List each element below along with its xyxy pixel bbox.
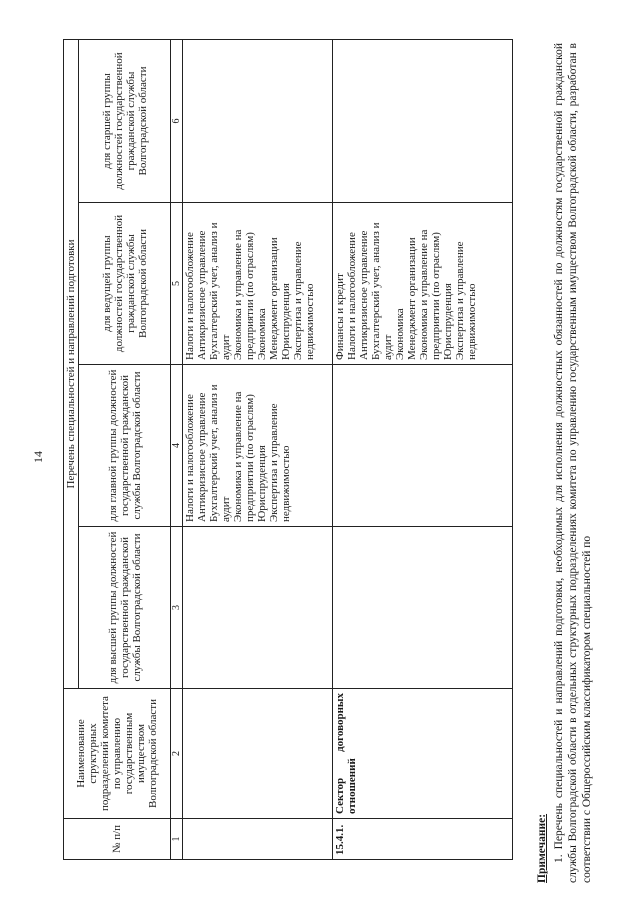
- list-item: Экспертиза и управление недвижимостью: [292, 241, 316, 360]
- list-item: Экспертиза и управление недвижимостью: [454, 241, 478, 360]
- list-item: Налоги и налогообложение: [184, 394, 196, 522]
- specialties-table: [63, 39, 513, 860]
- header-row-1: [64, 40, 79, 860]
- list-item: Антикризисное управление: [196, 230, 208, 360]
- list-item: Экономика и управление на предприятии (по отраслям): [232, 391, 256, 522]
- subdivision-name-cell: [333, 689, 513, 819]
- header-subdivision-name: Наименование структурных подразделений комитета по управлению государственным имуществом Волгоградской области: [64, 689, 171, 819]
- list-item: Бухгалтерский учет, анализ и аудит: [370, 222, 394, 360]
- table-row: [333, 40, 513, 860]
- senior-group-cell: [333, 40, 513, 203]
- list-item: Антикризисное управление: [196, 392, 208, 522]
- list-item: Экономика: [394, 308, 406, 360]
- subdivision-name-word: отношений: [346, 758, 358, 814]
- note-section: [535, 43, 594, 883]
- column-number: 2: [171, 689, 183, 819]
- note-text: 1. Перечень специальностей и направлений подготовки, необходимых для исполнения должностных обязанностей по должностям государственной гражданской службы Волгоградской области в отдельных структурных подразделениях комитета по управлению государственным имуществом Волгоградской области, разработан в соответствии с Общероссийским классификатором специальностей по: [553, 43, 593, 883]
- header-main-group: для главной группы должностей государственной гражданской службы Волгоградской области: [79, 365, 171, 527]
- header-specialties-group: Перечень специальностей и направлений подготовки: [64, 40, 79, 689]
- list-item: Менеджмент организации: [268, 237, 280, 360]
- list-item: Юриспруденция: [442, 283, 454, 360]
- list-item: Финансы и кредит: [334, 273, 346, 360]
- header-number: № п/п: [64, 819, 171, 860]
- header-leading-group: для ведущей группы должностей государственной гражданской службы Волгоградской области: [79, 203, 171, 365]
- main-group-cell: [183, 365, 333, 527]
- column-number-row: [171, 40, 183, 860]
- list-item: Экономика и управление на предприятии (по отраслям): [418, 229, 442, 360]
- header-senior-group: для старшей группы должностей государственной гражданской службы Волгоградской области: [79, 40, 171, 203]
- row-number-cell: 15.4.1.: [333, 819, 513, 860]
- page-number: 14: [31, 451, 45, 463]
- list-item: Экономика и управление на предприятии (по отраслям): [232, 229, 256, 360]
- list-item: Бухгалтерский учет, анализ и аудит: [208, 384, 232, 522]
- note-title: Примечание:: [536, 813, 548, 883]
- list-item: Антикризисное управление: [358, 230, 370, 360]
- list-item: Экспертиза и управление недвижимостью: [268, 403, 292, 522]
- row-number-cell: [183, 819, 333, 860]
- list-item: Экономика: [256, 308, 268, 360]
- list-item: Юриспруденция: [256, 445, 268, 522]
- table-row: [183, 40, 333, 860]
- column-number: 5: [171, 203, 183, 365]
- leading-group-cell: [183, 203, 333, 365]
- column-number: 6: [171, 40, 183, 203]
- leading-group-cell: [333, 203, 513, 365]
- subdivision-name-cell: [183, 689, 333, 819]
- column-number: 3: [171, 527, 183, 689]
- list-item: Налоги и налогообложение: [346, 232, 358, 360]
- highest-group-cell: [183, 527, 333, 689]
- subdivision-name-line: [334, 693, 346, 814]
- list-item: Юриспруденция: [280, 283, 292, 360]
- subdivision-name-word: Сектор: [334, 777, 346, 814]
- list-item: Менеджмент организации: [406, 237, 418, 360]
- highest-group-cell: [333, 527, 513, 689]
- subdivision-name-word: договорных: [334, 693, 346, 752]
- main-group-cell: [333, 365, 513, 527]
- column-number: 1: [171, 819, 183, 860]
- header-highest-group: для высшей группы должностей государственной гражданской службы Волгоградской области: [79, 527, 171, 689]
- list-item: Налоги и налогообложение: [184, 232, 196, 360]
- column-number: 4: [171, 365, 183, 527]
- senior-group-cell: [183, 40, 333, 203]
- list-item: Бухгалтерский учет, анализ и аудит: [208, 222, 232, 360]
